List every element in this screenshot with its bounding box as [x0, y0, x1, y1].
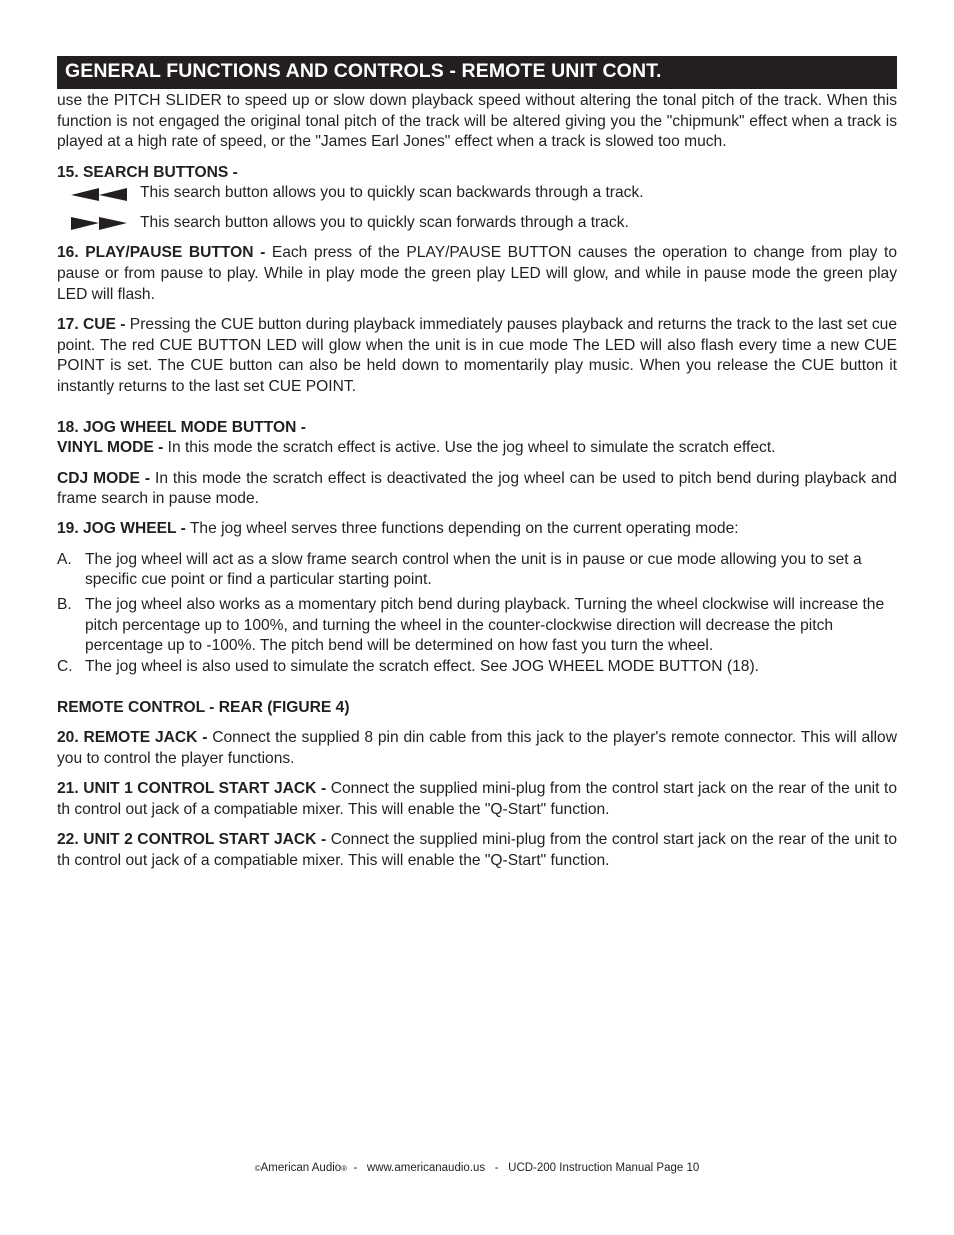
unit1-text: Connect the supplied mini-plug from the control start jack on the rear of the unit to th control out jack of a compatiable mixer. This will enable the "Q-Start" function.	[57, 779, 897, 818]
list-item-text: The jog wheel will act as a slow frame search control when the unit is in pause or cue mode allowing you to set a specific cue point or find a particular starting point.	[85, 550, 862, 589]
unit2-text: Connect the supplied mini-plug from the control start jack on the rear of the unit to th control out jack of a compatiable mixer. This will enable the "Q-Start" function.	[57, 830, 897, 869]
registered-symbol: ®	[341, 1164, 348, 1173]
vinyl-mode-label: VINYL MODE -	[57, 439, 164, 457]
search-back-row	[57, 183, 897, 204]
search-forward-row	[57, 213, 897, 234]
search-back-text: This search button allows you to quickly scan backwards through a track.	[140, 184, 644, 202]
list-item-text: The jog wheel is also used to simulate the scratch effect. See JOG WHEEL MODE BUTTON (18).	[85, 658, 759, 676]
play-pause-heading: 16. PLAY/PAUSE BUTTON -	[57, 244, 266, 262]
cue-heading: 17. CUE -	[57, 315, 126, 333]
play-pause-paragraph	[57, 243, 897, 305]
cdj-mode-text: In this mode the scratch effect is deactivated the jog wheel can be used to pitch bend during playback and frame search in pause mode.	[57, 469, 897, 508]
jog-mode-heading: 18. JOG WHEEL MODE BUTTON -	[57, 418, 306, 436]
section-header	[57, 56, 897, 89]
play-pause-text: Each press of the PLAY/PAUSE BUTTON causes the operation to change from play to pause or from pause to play. While in play mode the green play LED will glow, and while in pause mode the green play LED will flash.	[57, 244, 897, 303]
footer-text: - www.americanaudio.us - UCD-200 Instruction Manual Page 10	[347, 1162, 700, 1174]
vinyl-mode-text: In this mode the scratch effect is active. Use the jog wheel to simulate the scratch effect.	[163, 439, 776, 457]
remote-jack-paragraph	[57, 728, 897, 769]
list-item-letter: C.	[57, 658, 73, 676]
remote-jack-heading: 20. REMOTE JACK -	[57, 729, 208, 747]
unit2-paragraph	[57, 830, 897, 871]
search-forward-text: This search button allows you to quickly scan forwards through a track.	[140, 214, 629, 232]
search-buttons-heading: 15. SEARCH BUTTONS -	[57, 163, 238, 181]
rewind-icon	[71, 187, 127, 201]
list-item-letter: A.	[57, 550, 72, 568]
unit1-heading: 21. UNIT 1 CONTROL START JACK -	[57, 779, 327, 797]
intro-paragraph: use the PITCH SLIDER to speed up or slow down playback speed without altering the tonal pitch of the track. When this function is not engaged the original tonal pitch of the track will be altered giving you the "chipmunk" effect when a track is played at a high rate of speed, or the "James Earl Jones" effect when a track is slowed too much.	[57, 92, 897, 151]
list-item	[57, 657, 897, 678]
jog-wheel-text: The jog wheel serves three functions depending on the current operating mode:	[185, 520, 739, 538]
fast-forward-icon	[71, 216, 127, 230]
list-item	[57, 595, 897, 657]
jog-wheel-heading: 19. JOG WHEEL -	[57, 520, 186, 538]
footer-brand: American Audio	[260, 1162, 342, 1174]
vinyl-mode-paragraph	[57, 438, 897, 459]
unit1-paragraph	[57, 779, 897, 820]
unit2-heading: 22. UNIT 2 CONTROL START JACK -	[57, 830, 327, 848]
manual-page	[57, 56, 897, 871]
copyright-symbol: ©	[254, 1164, 261, 1173]
remote-jack-text: Connect the supplied 8 pin din cable from this jack to the player's remote connector. This will allow you to control the player functions.	[57, 729, 897, 767]
list-item-letter: B.	[57, 596, 72, 614]
rear-heading: REMOTE CONTROL - REAR (FIGURE 4)	[57, 698, 350, 716]
cdj-mode-label: CDJ MODE -	[57, 469, 151, 487]
cdj-mode-paragraph	[57, 469, 897, 510]
jog-wheel-paragraph	[57, 519, 897, 540]
list-item-text: The jog wheel also works as a momentary pitch bend during playback. Turning the wheel clockwise will increase the pitch percentage up to 100%, and turning the wheel in the counter-clockwise direction will decrease the pitch percentage up to -100%. The pitch bend will be determined on how fast you turn the wheel.	[85, 596, 885, 655]
list-item	[57, 550, 897, 591]
page-footer	[0, 1162, 954, 1174]
cue-paragraph	[57, 315, 897, 398]
section-title: GENERAL FUNCTIONS AND CONTROLS - REMOTE UNIT CONT.	[65, 60, 662, 82]
cue-text: Pressing the CUE button during playback immediately pauses playback and returns the track to the last set cue point. The red CUE BUTTON LED will glow when the unit is in cue mode The LED will also flash every time a new CUE POINT is set. The CUE button can also be held down to momentarily play music. When you release the CUE button it instantly returns to the last set CUE POINT.	[57, 315, 897, 395]
